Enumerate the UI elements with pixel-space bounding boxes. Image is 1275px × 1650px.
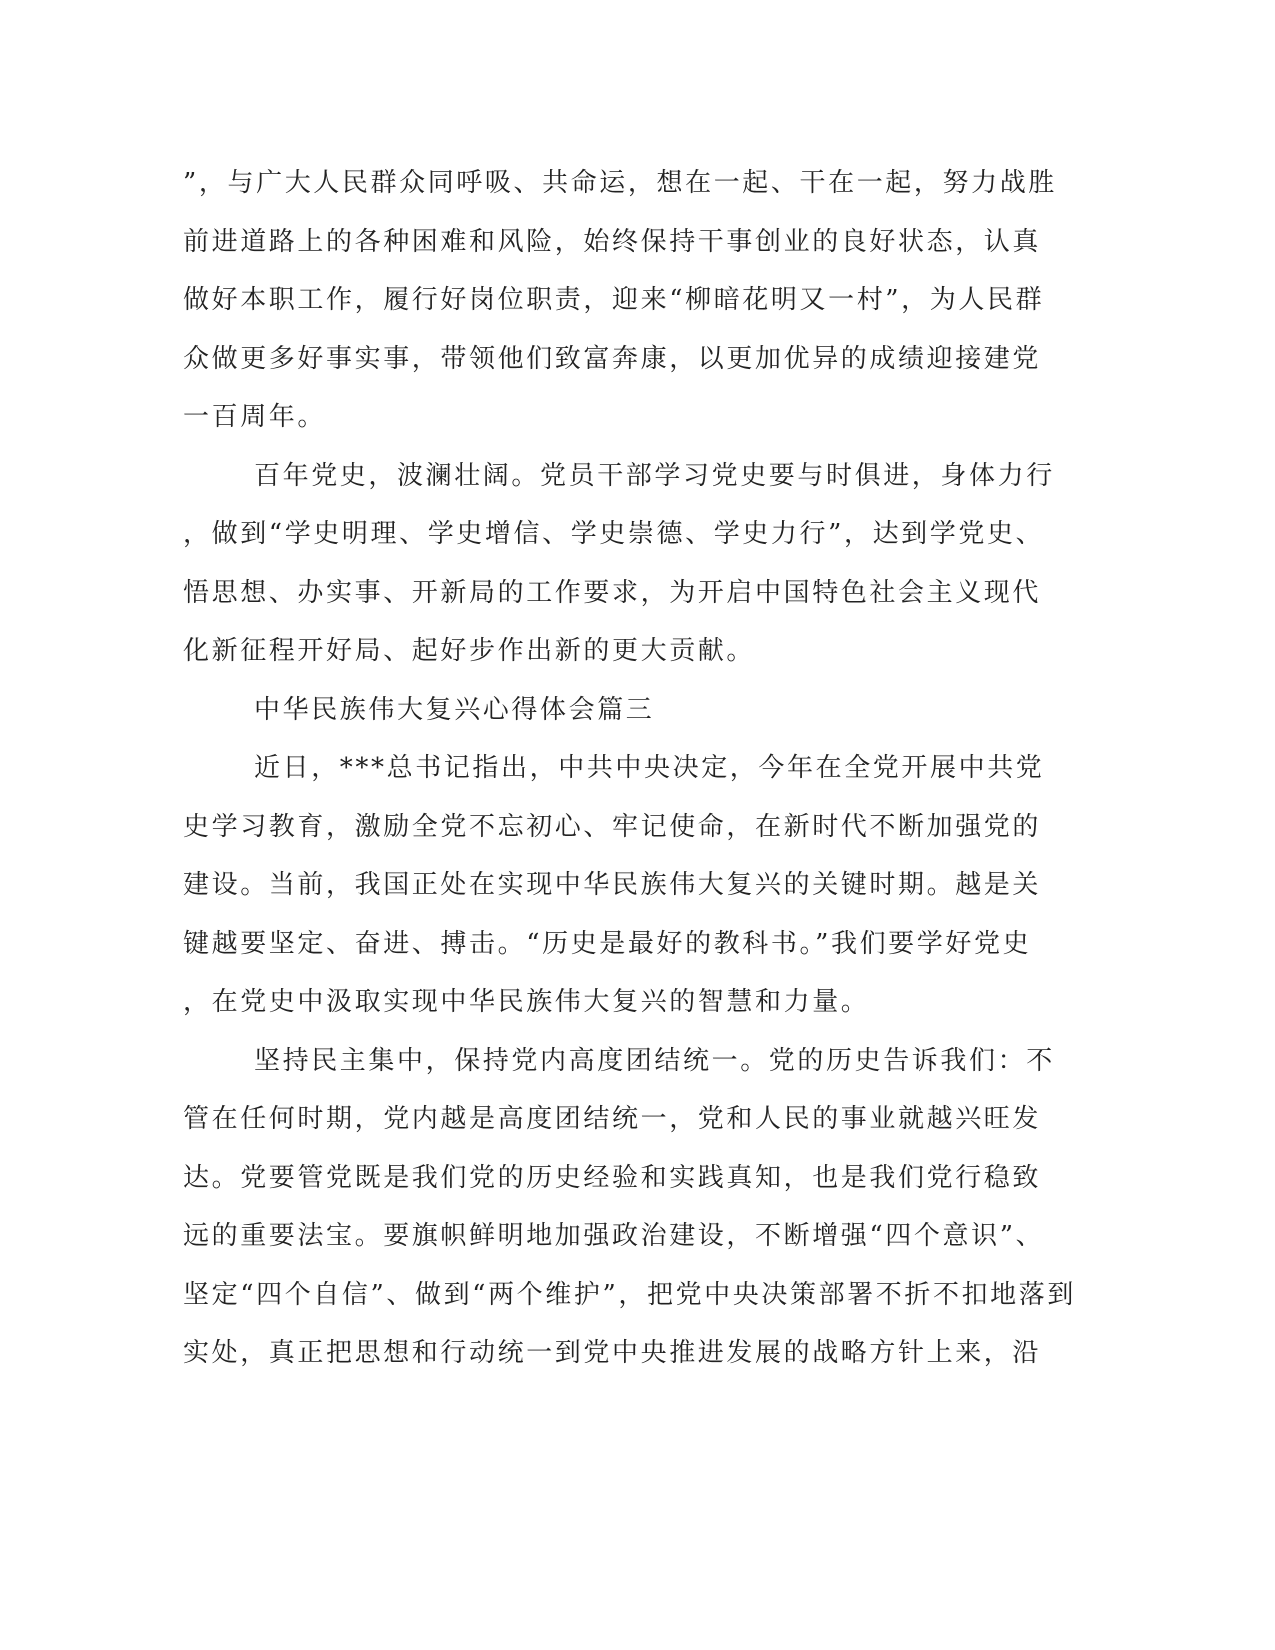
text-line: ，在党史中汲取实现中华民族伟大复兴的智慧和力量。 [183, 987, 870, 1017]
text-line: ，做到“学史明理、学史增信、学史崇德、学史力行”，达到学党史、 [183, 519, 1045, 549]
text-line: 化新征程开好局、起好步作出新的更大贡献。 [183, 636, 756, 666]
text-line: 众做更多好事实事，带领他们致富奔康，以更加优异的成绩迎接建党 [183, 344, 1042, 374]
paragraph-first-line: 百年党史，波澜壮阔。党员干部学习党史要与时俱进，身体力行 [254, 461, 1055, 491]
text-line: 做好本职工作，履行好岗位职责，迎来“柳暗花明又一村”，为人民群 [183, 285, 1045, 315]
text-line: 达。党要管党既是我们党的历史经验和实践真知，也是我们党行稳致 [183, 1163, 1042, 1193]
text-line: ”，与广大人民群众同呼吸、共命运，想在一起、干在一起，努力战胜 [183, 168, 1057, 198]
text-line: 管在任何时期，党内越是高度团结统一，党和人民的事业就越兴旺发 [183, 1104, 1042, 1134]
text-line: 史学习教育，激励全党不忘初心、牢记使命，在新时代不断加强党的 [183, 812, 1042, 842]
text-line: 一百周年。 [183, 402, 327, 432]
section-heading: 中华民族伟大复兴心得体会篇三 [254, 695, 655, 725]
text-line: 悟思想、办实事、开新局的工作要求，为开启中国特色社会主义现代 [183, 578, 1042, 608]
text-line: 坚定“四个自信”、做到“两个维护”，把党中央决策部署不折不扣地落到 [183, 1280, 1076, 1310]
text-line: 建设。当前，我国正处在实现中华民族伟大复兴的关键时期。越是关 [183, 870, 1042, 900]
text-line: 实处，真正把思想和行动统一到党中央推进发展的战略方针上来，沿 [183, 1338, 1042, 1368]
text-line: 前进道路上的各种困难和风险，始终保持干事创业的良好状态，认真 [183, 227, 1042, 257]
paragraph-first-line: 坚持民主集中，保持党内高度团结统一。党的历史告诉我们：不 [254, 1046, 1055, 1076]
text-line: 远的重要法宝。要旗帜鲜明地加强政治建设，不断增强“四个意识”、 [183, 1221, 1045, 1251]
text-line: 键越要坚定、奋进、搏击。“历史是最好的教科书。”我们要学好党史 [183, 929, 1032, 959]
paragraph-first-line: 近日，***总书记指出，中共中央决定，今年在全党开展中共党 [254, 753, 1045, 783]
